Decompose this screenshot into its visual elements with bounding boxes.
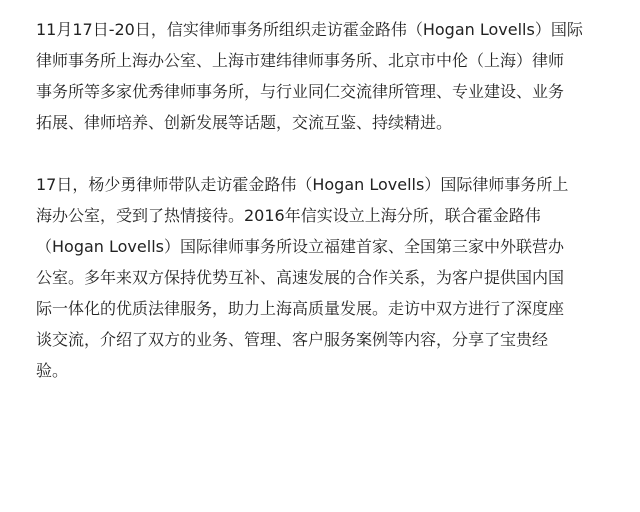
text-line: 验。 [36, 361, 69, 380]
text-line: 11月17日-20日，信实律师事务所组织走访霍金路伟（Hogan Lovells）国际 [36, 20, 583, 39]
text-line: 17日，杨少勇律师带队走访霍金路伟（Hogan Lovells）国际律师事务所上 [36, 175, 569, 194]
text-line: 拓展、律师培养、创新发展等话题，交流互鉴、持续精进。 [36, 113, 453, 132]
paragraph-visit-overview [36, 14, 616, 138]
text-line: 际一体化的优质法律服务，助力上海高质量发展。走访中双方进行了深度座 [36, 299, 565, 318]
text-line: 公室。多年来双方保持优势互补、高速发展的合作关系，为客户提供国内国 [36, 268, 565, 287]
text-line: 海办公室，受到了热情接待。2016年信实设立上海分所，联合霍金路伟 [36, 206, 541, 225]
paragraph-hogan-lovells-visit [36, 169, 616, 386]
text-line: 事务所等多家优秀律师事务所，与行业同仁交流律所管理、专业建设、业务 [36, 82, 565, 101]
text-line: （Hogan Lovells）国际律师事务所设立福建首家、全国第三家中外联营办 [36, 237, 564, 256]
text-line: 律师事务所上海办公室、上海市建纬律师事务所、北京市中伦（上海）律师 [36, 51, 565, 70]
text-line: 谈交流，介绍了双方的业务、管理、客户服务案例等内容，分享了宝贵经 [36, 330, 549, 349]
